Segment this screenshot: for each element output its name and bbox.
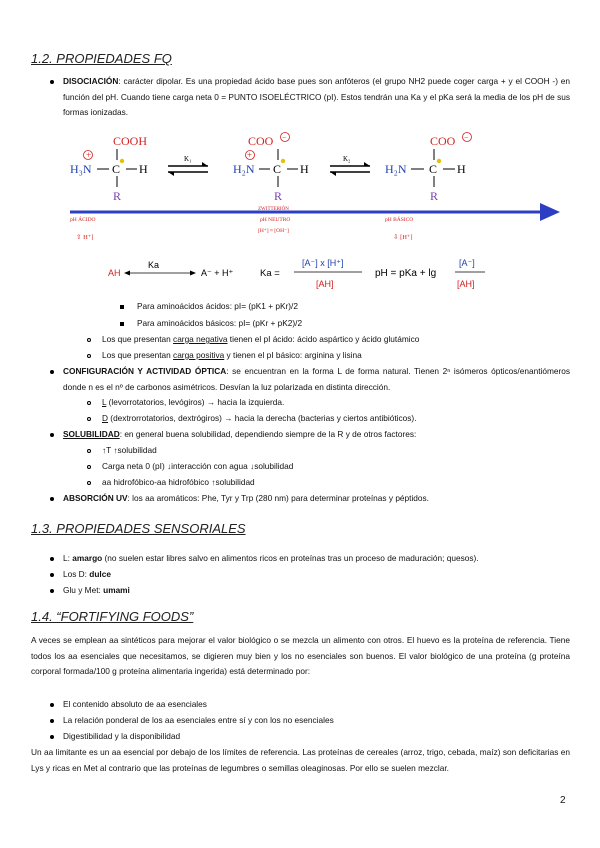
eq-products: A⁻ + H⁺	[201, 268, 234, 278]
bullet	[50, 557, 54, 561]
left-h: H	[139, 162, 148, 176]
middle-r: R	[274, 189, 283, 203]
section-heading-1-3: 1.3. PROPIEDADES SENSORIALES	[31, 521, 246, 536]
disociacion-text: : carácter dipolar. Es una propiedad ácido base pues son anfóteros (el grupo NH2 puede coger carga + y el COOH -) en función del pH. Cuando tiene carga neta 0 = PUNTO ISOELÉCTRICO (pI). Estos tendrán una Ka y el pKa será la media de los pH de sus formas ionizadas.	[63, 76, 570, 118]
ph-neutro-sub: [H⁺] ≈ [OH⁻]	[258, 228, 289, 234]
right-chiral-dot	[437, 159, 441, 163]
eq-frac-num: [A⁻]	[459, 258, 475, 268]
middle-chiral-dot	[281, 159, 285, 163]
page-number: 2	[560, 795, 566, 806]
middle-plus-charge: +	[247, 150, 253, 160]
eq-frac-den: [AH]	[457, 279, 475, 289]
middle-c: C	[273, 162, 282, 176]
bullet-ring	[87, 401, 91, 405]
bullet-ring	[87, 481, 91, 485]
middle-h: H	[300, 162, 309, 176]
left-chiral-dot	[120, 159, 124, 163]
right-coo: COO	[430, 134, 456, 148]
right-c: C	[429, 162, 438, 176]
left-plus-charge: +	[86, 150, 92, 160]
k1-label: K₁	[184, 155, 192, 163]
right-h2n: H₂N	[385, 162, 407, 176]
left-c: C	[112, 162, 121, 176]
pi-acidos: Para aminoácidos ácidos: pI= (pK1 + pKr)/2	[137, 301, 298, 311]
eq-ph: pH = pKa + lg	[375, 268, 437, 279]
bullet-ring	[87, 417, 91, 421]
fortifying-paragraph-2: Un aa limitante es un aa esencial por debajo de los límites de referencia. Las proteínas de cereales (arroz, trigo, cebada, maíz) son deficitarias en Lys y ricas en Met al contrario que las proteínas de legumbres o semillas oleaginosas. Por ello se suelen mezclar.	[31, 747, 570, 773]
right-minus-charge: −	[464, 133, 469, 142]
carga-negativa-line: Los que presentan carga negativa tienen el pI ácido: ácido aspártico y ácido glutámico	[102, 334, 420, 344]
bullet-ring	[87, 449, 91, 453]
fortifying-item: La relación ponderal de los aa esenciales entre sí y con los no esenciales	[63, 715, 334, 725]
bullet-ring	[87, 338, 91, 342]
solubilidad-item: Carga neta 0 (pI) ↓interacción con agua ↓solubilidad	[102, 461, 294, 471]
bullet	[50, 735, 54, 739]
eq-ah: AH	[108, 268, 121, 278]
left-cooh: COOH	[113, 134, 148, 148]
right-h: H	[457, 162, 466, 176]
bullet-square	[120, 322, 124, 326]
left-h3n: H₃N	[70, 162, 92, 176]
carga-positiva-line: Los que presentan carga positiva y tienen el pI básico: arginina y lisina	[102, 350, 362, 360]
middle-h2n: H₂N	[233, 162, 255, 176]
eq-numerator: [A⁻] x [H⁺]	[302, 258, 344, 268]
zwitterion-label: ZWITTERIÓN	[258, 207, 289, 212]
k2-label: K₂	[343, 155, 351, 163]
solubilidad-item: aa hidrofóbico-aa hidrofóbico ↑solubilidad	[102, 477, 255, 487]
section-heading-1-2: 1.2. PROPIEDADES FQ	[31, 51, 172, 66]
eq-ka-equals: Ka =	[260, 268, 280, 279]
sensorial-g-line: Glu y Met: umami	[63, 585, 130, 595]
section-heading-1-4: 1.4. “FORTIFYING FOODS”	[31, 609, 194, 624]
bullet-square	[120, 305, 124, 309]
config-l-line: L (levorrotatorios, levógiros) → hacia la izquierda.	[102, 397, 285, 407]
bullet	[50, 589, 54, 593]
middle-coo: COO	[248, 134, 274, 148]
fortifying-item: El contenido absoluto de aa esenciales	[63, 699, 207, 709]
bullet	[50, 497, 54, 501]
solubilidad-item: ↑T ↑solubilidad	[102, 445, 157, 455]
eq-ka-over-arrow: Ka	[148, 260, 160, 270]
eq-denominator: [AH]	[316, 279, 334, 289]
left-r: R	[113, 189, 122, 203]
sensorial-d-line: Los D: dulce	[63, 569, 111, 579]
config-d-line: D (dextrorrotatorios, dextrógiros) → hacia la derecha (bacterias y ciertos antibióticos).	[102, 413, 417, 423]
right-r: R	[430, 189, 439, 203]
ph-basico-sub: ⇩ [H⁺]	[393, 234, 413, 241]
bullet	[50, 370, 54, 374]
configuracion-paragraph: CONFIGURACIÓN Y ACTIVIDAD ÓPTICA: se encuentran en la forma L de forma natural. Tienen 2ⁿ isómeros ópticos/enantiómeros donde n es el nº de carbonos asimétricos. Desvían la luz polarizada en distinta dirección.	[63, 366, 571, 392]
bullet	[50, 433, 54, 437]
bullet	[50, 719, 54, 723]
solubilidad-line: SOLUBILIDAD: en general buena solubilidad, dependiendo siempre de la R y de otros factores:	[63, 429, 417, 439]
fortifying-paragraph-1: A veces se emplean aa sintéticos para mejorar el valor biológico o se mezcla un alimento con otros. El huevo es la proteína de referencia. Tiene todos los aa esenciales que necesitamos, se digieren muy bien y los no esenciales son buenos. El valor biológico de una proteína (g proteína corporal formada/100 g proteína alimentaria ingerida) está determinado por:	[31, 635, 570, 677]
pi-basicos: Para aminoácidos básicos: pI= (pKr + pK2)/2	[137, 318, 303, 328]
absorcion-line: ABSORCIÓN UV: los aa aromáticos: Phe, Tyr y Trp (280 nm) para determinar proteínas y péptidos.	[63, 493, 429, 503]
bullet-ring	[87, 465, 91, 469]
dissociation-diagram	[0, 0, 600, 300]
fortifying-item: Digestibilidad y la disponibilidad	[63, 731, 181, 741]
middle-minus-charge: −	[282, 133, 287, 142]
sensorial-l-line: L: amargo (no suelen estar libres salvo en alimentos ricos en proteínas tras un proceso de maduración; quesos).	[63, 553, 479, 563]
ph-neutro-label: pH NEUTRO	[260, 217, 291, 223]
bullet	[50, 703, 54, 707]
bullet-ring	[87, 354, 91, 358]
ph-acido-sub: ⇧ H⁺]	[76, 234, 94, 241]
ph-axis-arrowhead	[540, 203, 560, 221]
bullet	[50, 573, 54, 577]
ph-basico-label: pH BÁSICO	[385, 217, 414, 223]
ph-acido-label: pH ÁCIDO	[70, 217, 96, 223]
disociacion-label: DISOCIACIÓN	[63, 76, 119, 86]
